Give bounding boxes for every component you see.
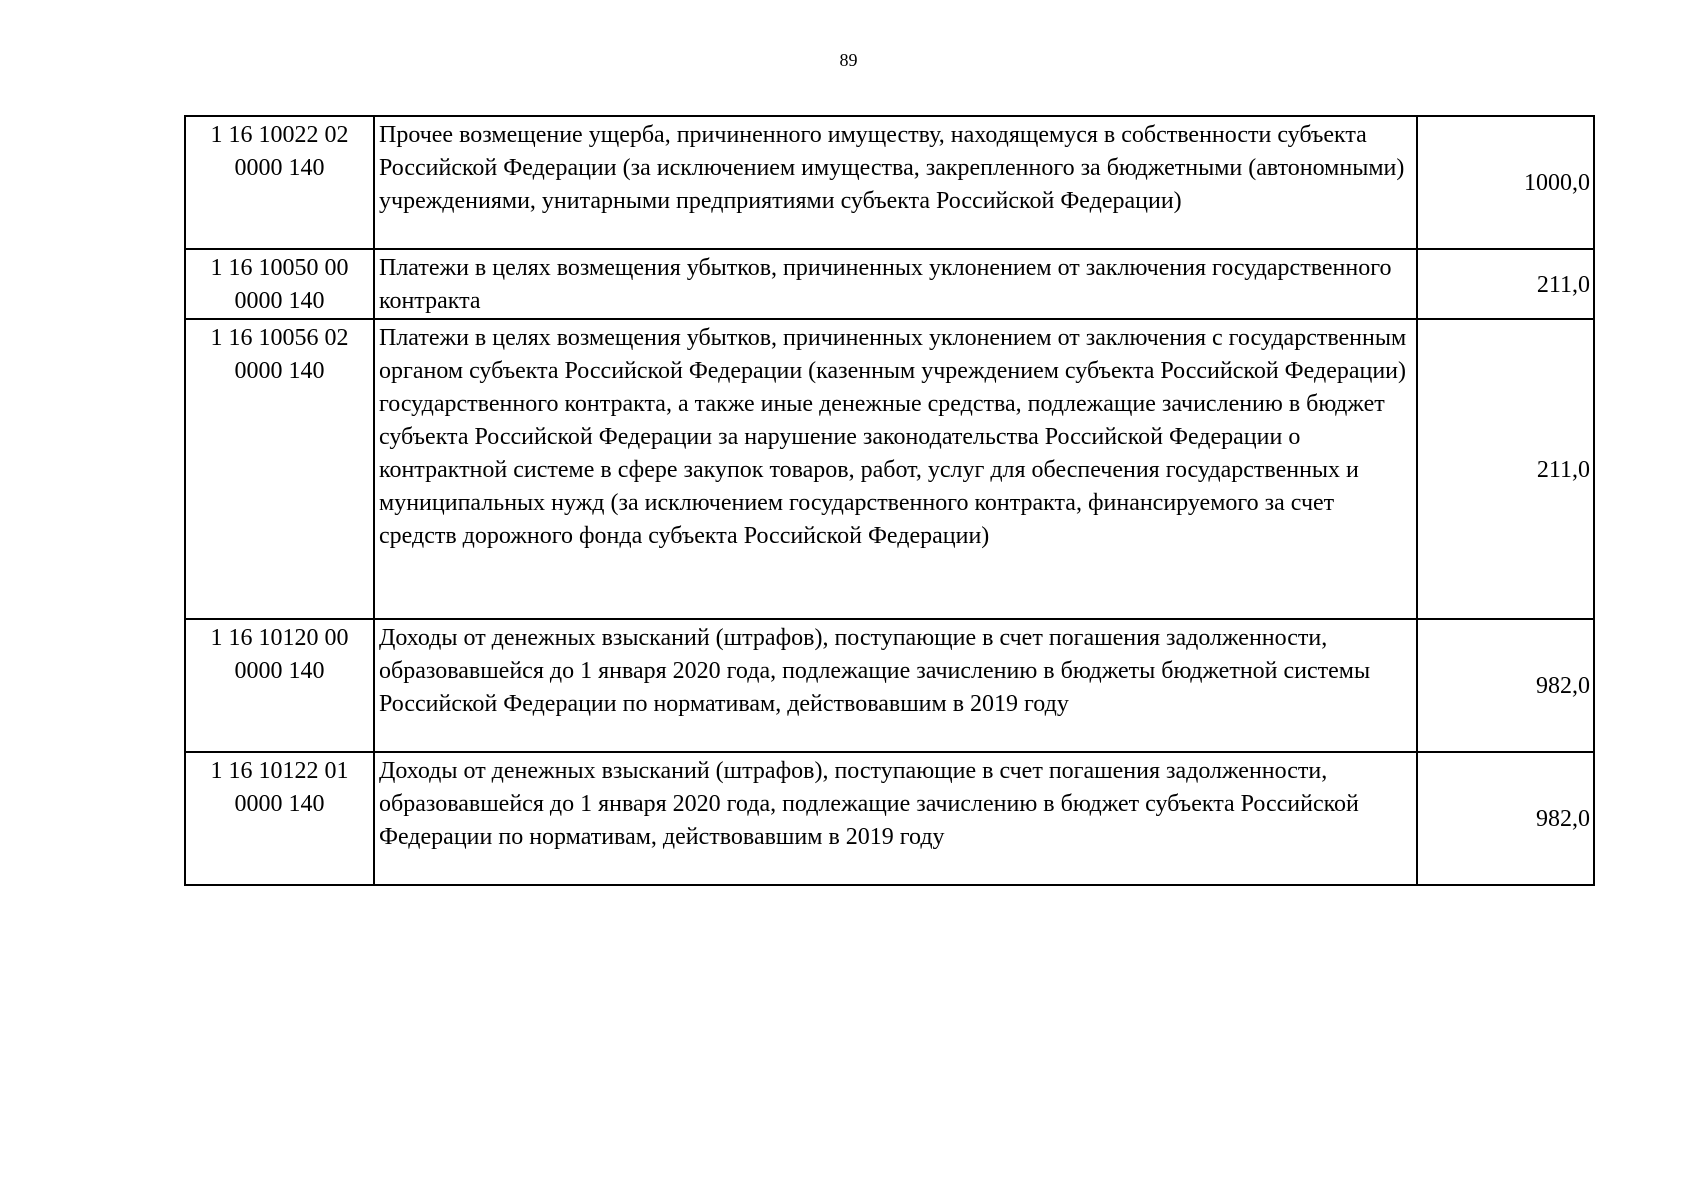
revenue-code-cell	[185, 752, 374, 885]
revenue-amount-cell: 982,0	[1417, 619, 1594, 752]
revenue-code-cell	[185, 116, 374, 249]
revenue-code-line: 1 16 10056 02	[210, 325, 349, 351]
revenue-code-line: 0000 140	[234, 791, 325, 817]
revenue-code-line: 1 16 10120 00	[210, 625, 349, 651]
revenue-amount-cell: 982,0	[1417, 752, 1594, 885]
revenue-code-line: 0000 140	[234, 358, 325, 384]
table-row	[185, 249, 1594, 319]
revenue-code-cell	[185, 619, 374, 752]
revenue-code-line: 1 16 10050 00	[210, 255, 349, 281]
revenue-amount-cell: 211,0	[1417, 319, 1594, 619]
revenue-code-line: 0000 140	[234, 658, 325, 684]
revenue-table	[184, 115, 1595, 886]
revenue-code-cell	[185, 319, 374, 619]
table-row	[185, 116, 1594, 249]
revenue-code-cell	[185, 249, 374, 319]
table-row	[185, 319, 1594, 619]
revenue-code-line: 1 16 10022 02	[210, 122, 349, 148]
revenue-name-cell: Прочее возмещение ущерба, причиненного имуществу, находящемуся в собственности субъекта Российской Федерации (за исключением имущества, закрепленного за бюджетными (автономными) учреждениями, унитарными предприятиями субъекта Российской Федерации)	[374, 116, 1417, 249]
page-number: 89	[839, 50, 858, 70]
table-row	[185, 619, 1594, 752]
revenue-code-line: 0000 140	[234, 288, 325, 314]
revenue-name-cell: Доходы от денежных взысканий (штрафов), поступающие в счет погашения задолженности, образовавшейся до 1 января 2020 года, подлежащие зачислению в бюджеты бюджетной системы Российской Федерации по нормативам, действовавшим в 2019 году	[374, 619, 1417, 752]
revenue-name-cell: Платежи в целях возмещения убытков, причиненных уклонением от заключения государственного контракта	[374, 249, 1417, 319]
revenue-amount-cell: 1000,0	[1417, 116, 1594, 249]
revenue-name-cell: Доходы от денежных взысканий (штрафов), поступающие в счет погашения задолженности, образовавшейся до 1 января 2020 года, подлежащие зачислению в бюджет субъекта Российской Федерации по нормативам, действовавшим в 2019 году	[374, 752, 1417, 885]
revenue-amount-cell: 211,0	[1417, 249, 1594, 319]
table-row	[185, 752, 1594, 885]
revenue-name-cell: Платежи в целях возмещения убытков, причиненных уклонением от заключения с государственным органом субъекта Российской Федерации (казенным учреждением субъекта Российской Федерации) государственного контракта, а также иные денежные средства, подлежащие зачислению в бюджет субъекта Российской Федерации за нарушение законодательства Российской Федерации о контрактной системе в сфере закупок товаров, работ, услуг для обеспечения государственных и муниципальных нужд (за исключением государственного контракта, финансируемого за счет средств дорожного фонда субъекта Российской Федерации)	[374, 319, 1417, 619]
revenue-code-line: 0000 140	[234, 155, 325, 181]
revenue-code-line: 1 16 10122 01	[210, 758, 349, 784]
